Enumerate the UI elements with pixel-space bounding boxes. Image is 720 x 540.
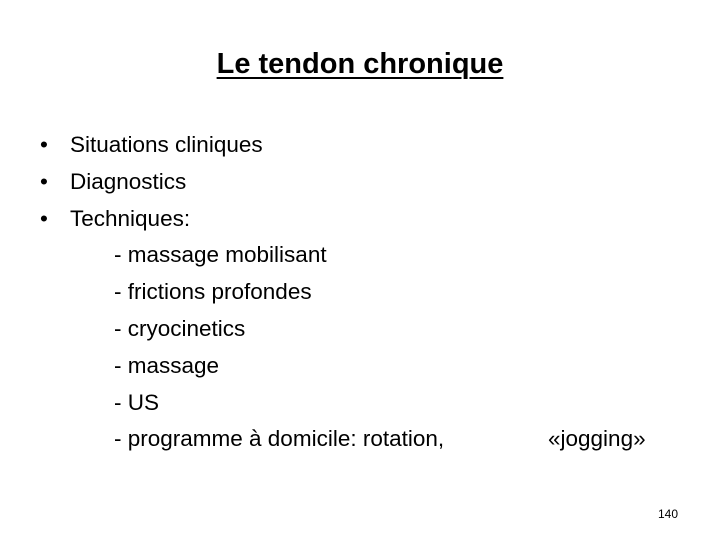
bullet-text: Techniques: [70, 205, 191, 231]
sub-item-jogging-text: «jogging» [548, 426, 646, 452]
sub-item-programme-text: - programme à domicile: rotation, [114, 426, 445, 452]
sub-item-massage-mobilisant: - massage mobilisant [114, 242, 327, 268]
bullet-icon: • [40, 205, 48, 231]
sub-item-us: - US [114, 389, 159, 415]
slide-title-text: Le tendon chronique [216, 48, 504, 80]
slide-title [0, 44, 720, 84]
bullet-text: Diagnostics [70, 168, 187, 194]
bullet-list [40, 127, 680, 458]
sub-item-frictions: - frictions profondes [114, 279, 312, 305]
sub-item-programme [40, 421, 680, 458]
bullet-icon: • [40, 132, 48, 157]
sub-item-massage: - massage [114, 352, 220, 378]
page-number: 140 [657, 507, 678, 521]
bullet-item-techniques [40, 201, 680, 238]
bullet-icon: • [40, 168, 48, 194]
bullet-text: Situations cliniques [70, 132, 263, 157]
bullet-item-diagnostics [40, 164, 680, 201]
sub-item-cryocinetics: - cryocinetics [114, 315, 246, 341]
bullet-item-situations [40, 127, 680, 164]
